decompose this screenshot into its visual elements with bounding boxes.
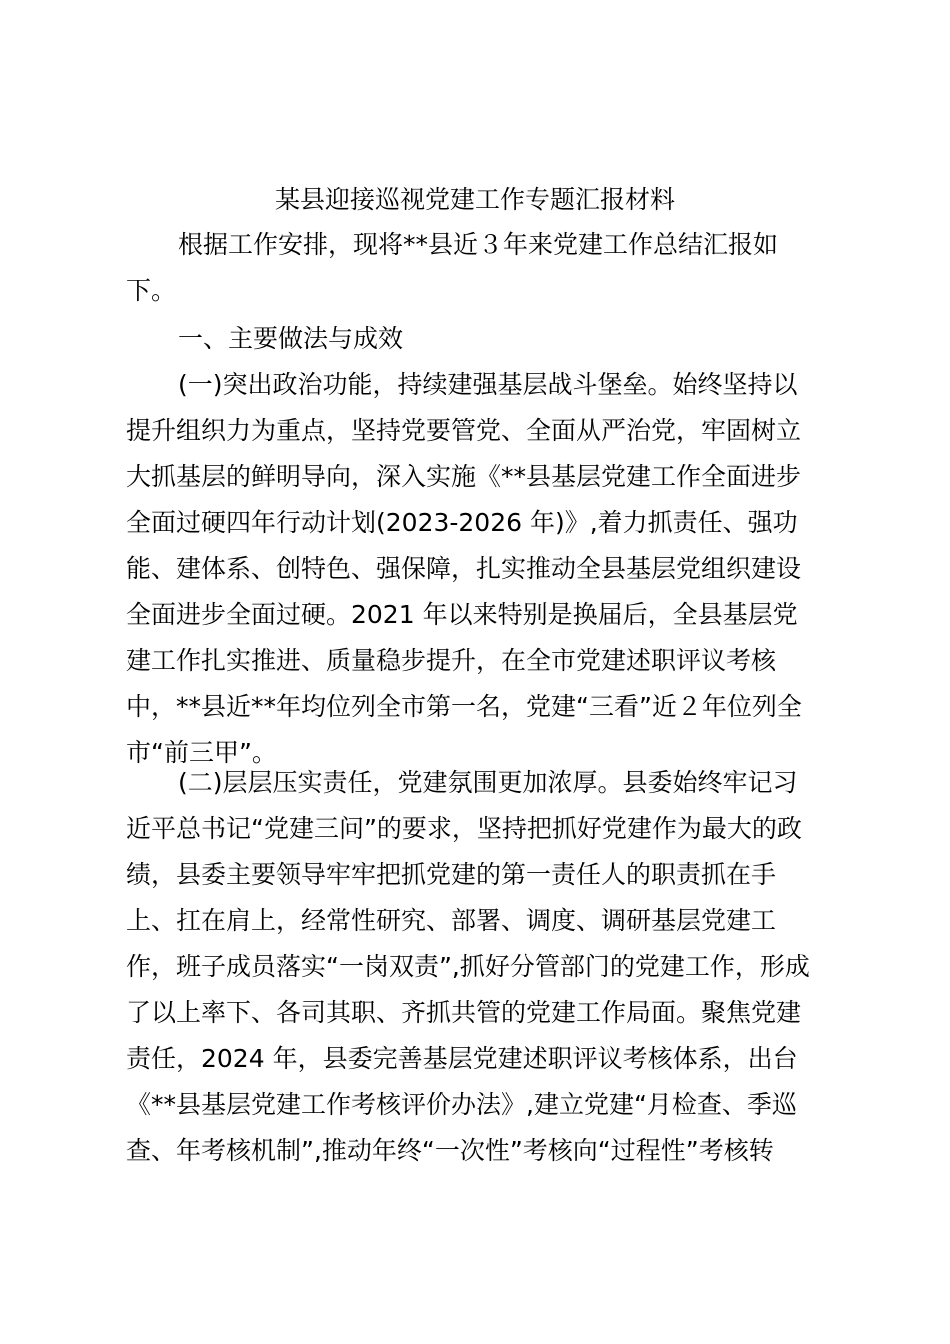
paragraph-line: 大抓基层的鲜明导向，深入实施《**县基层党建工作全面进步 (126, 462, 802, 491)
paragraph-line: 建工作扎实推进、质量稳步提升，在全市党建述职评议考核 (126, 646, 777, 675)
paragraph-line: 全面过硬四年行动计划(2023-2026 年)》,着力抓责任、强功 (126, 508, 798, 537)
paragraph-line: 绩，县委主要领导牢牢把抓党建的第一责任人的职责抓在手 (126, 860, 777, 889)
paragraph-line: 查、年考核机制”,推动年终“一次性”考核向“过程性”考核转 (126, 1136, 774, 1165)
paragraph-2 (126, 760, 826, 1174)
paragraph-line: 能、建体系、创特色、强保障，扎实推动全县基层党组织建设 (126, 554, 802, 583)
intro-line: 根据工作安排，现将**县近３年来党建工作总结汇报如 (178, 230, 779, 259)
intro-line: 下。 (126, 276, 177, 305)
paragraph-line: (二)层层压实责任，党建氛围更加浓厚。县委始终牢记习 (178, 768, 798, 797)
document-title: 某县迎接巡视党建工作专题汇报材料 (274, 185, 675, 214)
paragraph-line: (一)突出政治功能，持续建强基层战斗堡垒。始终坚持以 (178, 370, 798, 399)
paragraph-line: 了以上率下、各司其职、齐抓共管的党建工作局面。聚焦党建 (126, 998, 802, 1027)
paragraph-line: 市“前三甲”。 (126, 738, 277, 767)
section-heading (126, 316, 826, 362)
paragraph-line: 作，班子成员落实“一岗双责”,抓好分管部门的党建工作，形成 (126, 952, 810, 981)
paragraph-line: 《**县基层党建工作考核评价办法》,建立党建“月检查、季巡 (126, 1090, 797, 1119)
paragraph-line: 上、扛在肩上，经常性研究、部署、调度、调研基层党建工 (126, 906, 777, 935)
paragraph-line: 中，**县近**年均位列全市第一名，党建“三看”近２年位列全 (126, 692, 802, 721)
paragraph-line: 提升组织力为重点，坚持党要管党、全面从严治党，牢固树立 (126, 416, 802, 445)
section-heading-text: 一、主要做法与成效 (178, 324, 404, 353)
paragraph-line: 近平总书记“党建三问”的要求，坚持把抓好党建作为最大的政 (126, 814, 802, 843)
paragraph-line: 全面进步全面过硬。2021 年以来特别是换届后，全县基层党 (126, 600, 798, 629)
paragraph-1 (126, 362, 826, 776)
intro-paragraph (126, 222, 826, 314)
paragraph-line: 责任，2024 年，县委完善基层党建述职评议考核体系，出台 (126, 1044, 798, 1073)
